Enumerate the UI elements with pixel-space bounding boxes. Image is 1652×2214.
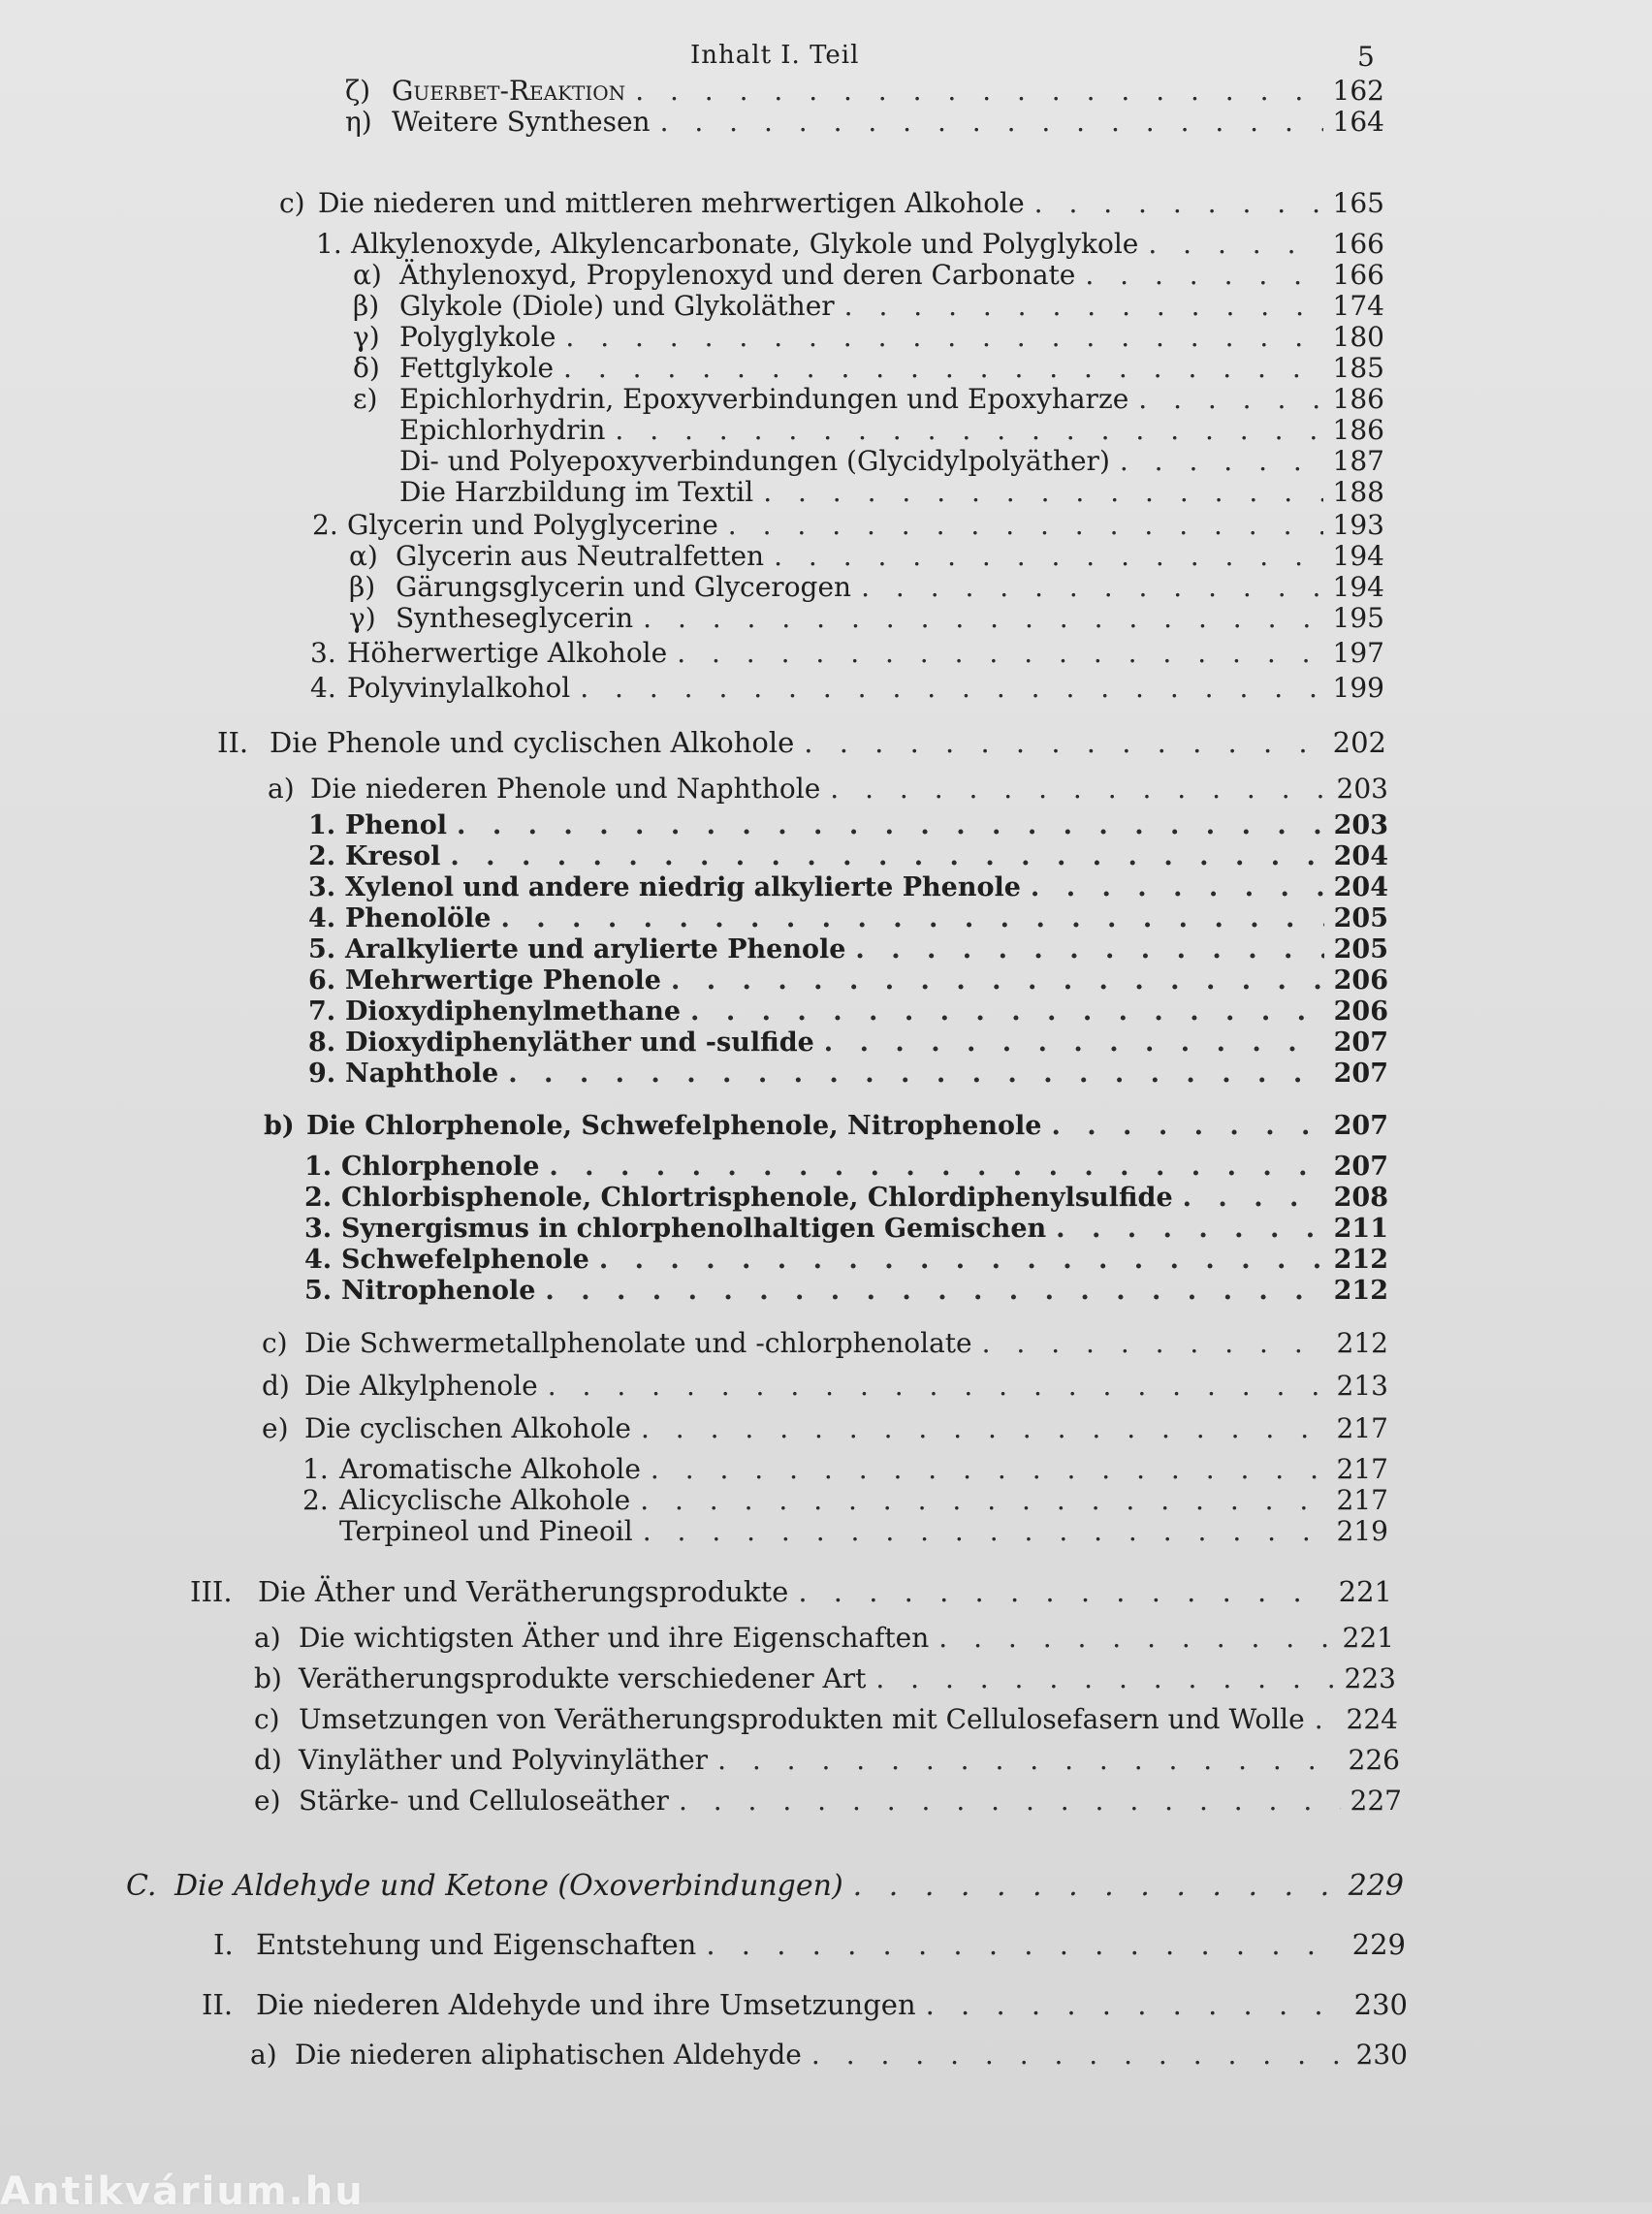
toc-entry [310,638,1384,669]
toc-entry-page: 212 [1333,1245,1388,1275]
dot-leader [824,1028,1324,1059]
toc-entry-title: Verätherungsprodukte verschiedener Art [299,1662,867,1694]
toc-entry-title: Polyglykole [399,321,556,353]
toc-entry-title: Entstehung und Eigenschaften [256,1928,697,1961]
toc-entry-page: 230 [1355,2039,1408,2071]
toc-entry-title: Terpineol und Pineoil [339,1515,633,1547]
dot-leader [599,1245,1324,1276]
dot-leader [635,76,1322,107]
toc-entry-page: 226 [1348,1744,1400,1776]
toc-entry-title: Die niederen aliphatischen Aldehyde [295,2039,802,2071]
dot-leader [651,1454,1327,1485]
toc-entry-title: Mehrwertige Phenole [345,965,661,996]
dot-leader [861,572,1322,603]
toc-entry [349,572,1384,603]
toc-entry-label: 4. [308,903,336,933]
toc-entry-label: α) [353,259,382,291]
toc-entry-title: Aralkylierte und arylierte Phenole [345,934,846,965]
toc-entry-page: 185 [1332,352,1384,384]
toc-entry-page: 166 [1332,259,1384,291]
toc-entry-title: Die Alkylphenole [304,1370,538,1402]
toc-entry-label: d) [254,1744,282,1776]
toc-entry-page: 199 [1332,672,1384,704]
toc-entry-title: Die niederen Phenole und Naphthole [310,773,821,805]
dot-leader [853,1871,1339,1902]
toc-entry-label: c) [254,1703,280,1735]
dot-leader [717,1745,1338,1776]
toc-entry-label: b) [254,1662,282,1694]
toc-entry-page: 207 [1333,1111,1388,1141]
toc-entry-title: Syntheseglycerin [396,602,634,634]
toc-entry-page: 205 [1333,934,1388,965]
toc-entry-title: Nitrophenole [341,1276,536,1306]
toc-entry-label: 1. [316,228,342,260]
toc-entry-page: 212 [1336,1327,1388,1359]
toc-entry-title: Polyvinylalkohol [347,672,571,704]
toc-entry-label: ε) [353,383,378,415]
toc-entry-page: 207 [1333,1028,1388,1058]
dot-leader [1056,1214,1323,1245]
toc-entry-title: Kresol [345,841,441,871]
toc-entry-page: 229 [1351,1928,1406,1961]
toc-entry [353,384,1384,415]
toc-entry-label: 2. [302,1484,329,1516]
toc-entry-title: Umsetzungen von Verätherungsprodukten mit Cellulosefasern und Wolle [299,1703,1305,1735]
toc-entry-title: Guerbet-Reaktion [392,75,626,107]
toc-entry-label: 1. [308,810,336,840]
toc-entry-page: 188 [1332,476,1384,508]
toc-entry-page: 219 [1336,1515,1388,1547]
toc-entry-title: Höherwertige Alkohole [347,637,668,669]
toc-entry [353,446,1384,477]
toc-entry [254,1786,1402,1817]
toc-entry [308,810,1388,841]
toc-entry [304,1152,1388,1183]
toc-entry-title: Phenol [345,810,448,840]
toc-entry-page: 180 [1332,321,1384,353]
toc-entry-label: e) [262,1412,289,1444]
toc-entry [304,1245,1388,1276]
dot-leader [679,1786,1341,1817]
toc-entry-title: Di- und Polyepoxyverbindungen (Glycidylpolyäther) [399,445,1110,477]
toc-entry-page: 204 [1333,841,1388,871]
toc-entry-title: Schwefelphenole [341,1245,589,1275]
toc-entry-page: 194 [1332,540,1384,572]
dot-leader [643,1516,1327,1547]
toc-entry [308,996,1388,1028]
toc-entry-page: 213 [1336,1370,1388,1402]
toc-entry-label: I. [213,1928,234,1961]
toc-entry [302,1485,1388,1516]
toc-entry-page: 165 [1332,187,1384,219]
dot-leader [1034,188,1323,219]
toc-entry-page: 187 [1332,445,1384,477]
toc-entry-page: 229 [1348,1869,1404,1903]
toc-entry [349,603,1384,634]
toc-entry [353,291,1384,322]
dot-leader [830,774,1326,805]
toc-entry-label: III. [190,1575,233,1608]
toc-entry-label: II. [202,1988,234,2021]
toc-entry-label: η) [345,106,372,138]
dot-leader [804,727,1322,758]
dot-leader [500,903,1323,934]
dot-leader [763,477,1322,508]
dot-leader [457,810,1324,841]
dot-leader [938,1623,1332,1654]
toc-entry-title: Weitere Synthesen [392,106,651,138]
toc-entry-page: 186 [1332,383,1384,415]
toc-entry-page: 217 [1336,1412,1388,1444]
toc-entry-page: 193 [1332,509,1384,541]
toc-entry-label: 5. [304,1276,333,1306]
toc-entry-title: Chlorbisphenole, Chlortrisphenole, Chlordiphenylsulfide [341,1183,1173,1213]
dot-leader [1051,1111,1323,1142]
toc-entry-title: Die cyclischen Alkohole [304,1412,631,1444]
toc-entry-label: a) [250,2039,277,2071]
toc-entry [254,1663,1396,1694]
toc-entry-page: 230 [1353,1988,1408,2021]
toc-entry-title: Die Chlorphenole, Schwefelphenole, Nitrophenole [306,1111,1042,1141]
toc-entry [345,107,1384,138]
toc-entry-title: Dioxydiphenyläther und -sulfide [345,1028,814,1058]
dot-leader [811,2040,1347,2071]
toc-entry [316,229,1384,260]
toc-entry [254,1623,1394,1654]
dot-leader [565,322,1322,353]
dot-leader [706,1929,1342,1960]
dot-leader [563,353,1323,384]
toc-entry [308,1028,1388,1059]
toc-entry [310,673,1384,704]
toc-entry-page: 205 [1333,903,1388,933]
toc-entry [308,965,1388,996]
dot-leader [450,841,1323,872]
toc-entry [302,1516,1388,1547]
dot-leader [643,603,1322,634]
dot-leader [549,1152,1323,1183]
toc-entry-title: Gärungsglycerin und Glycerogen [396,571,852,603]
toc-entry-label: 9. [308,1059,336,1089]
toc-entry [217,727,1386,758]
toc-entry-page: 162 [1332,75,1384,107]
dot-leader [545,1276,1323,1307]
toc-entry-page: 206 [1333,996,1388,1027]
toc-entry-label: 2. [312,509,338,541]
toc-entry-page: 164 [1332,106,1384,138]
toc-entry-title: Glycerin aus Neutralfetten [396,540,765,572]
dot-leader [844,291,1323,322]
dot-leader [615,415,1322,446]
toc-entry-page: 207 [1333,1152,1388,1182]
toc-entry-title: Glycerin und Polyglycerine [347,509,718,541]
toc-entry [308,934,1388,965]
toc-entry [308,872,1388,903]
toc-entry-label: 3. [304,1214,333,1244]
toc-entry-label: 8. [308,1028,336,1058]
dot-leader [982,1328,1327,1359]
toc-entry [262,1413,1388,1444]
toc-entry-label: δ) [353,352,380,384]
dot-leader [1148,229,1322,260]
toc-entry-page: 221 [1338,1575,1392,1608]
toc-entry-title: Alkylenoxyde, Alkylencarbonate, Glykole und Polyglykole [351,228,1139,260]
toc-entry-title: Die niederen Aldehyde und ihre Umsetzungen [256,1988,916,2021]
toc-entry [308,841,1388,872]
toc-entry-page: 195 [1332,602,1384,634]
toc-entry-page: 211 [1333,1214,1388,1244]
toc-entry-page: 204 [1333,872,1388,902]
toc-entry-label: γ) [353,321,380,353]
toc-entry [202,1989,1408,2020]
toc-entry-label: a) [268,773,295,805]
toc-entry-page: 166 [1332,228,1384,260]
dot-leader [798,1576,1328,1607]
toc-entry-title: Naphthole [345,1059,499,1089]
dot-leader [640,1485,1326,1516]
toc-entry-label: 1. [304,1152,333,1182]
toc-entry-title: Die niederen und mittleren mehrwertigen Alkohole [318,187,1025,219]
toc-entry [262,1328,1388,1359]
toc-entry-title: Xylenol und andere niedrig alkylierte Phenole [345,872,1021,902]
dot-leader [1138,384,1322,415]
toc-entry-title: Die Phenole und cyclischen Alkohole [270,726,795,759]
toc-entry-title: Epichlorhydrin [399,414,606,446]
toc-entry-page: 197 [1332,637,1384,669]
toc-entry [268,774,1388,805]
watermark: Antikvárium.hu [0,2169,365,2214]
toc-entry [262,1371,1388,1402]
toc-entry-title: Chlorphenole [341,1152,540,1182]
toc-entry [308,903,1388,934]
toc-entry [353,477,1384,508]
toc-entry-page: 212 [1333,1276,1388,1306]
toc-entry-page: 227 [1350,1785,1402,1817]
toc-entry [304,1183,1388,1214]
dot-leader [1031,872,1324,903]
toc-entry-label: 4. [304,1245,333,1275]
toc-entry-label: 2. [308,841,336,871]
dot-leader [641,1413,1327,1444]
toc-entry-label: e) [254,1785,281,1817]
dot-leader [1120,446,1323,477]
toc-entry-page: 224 [1346,1703,1398,1735]
toc-entry-label: d) [262,1370,290,1402]
toc-entry [353,353,1384,384]
dot-leader [580,673,1322,704]
toc-entry [312,510,1384,541]
dot-leader [774,541,1322,572]
header-title: Inhalt I. Teil [690,41,860,70]
dot-leader [926,1989,1345,2020]
toc-entry-label: ζ) [345,75,371,107]
toc-entry-label: 1. [302,1453,329,1485]
toc-entry-page: 217 [1336,1484,1388,1516]
toc-entry [250,2040,1408,2071]
dot-leader [508,1059,1323,1090]
toc-entry [213,1929,1406,1960]
toc-entry-title: Äthylenoxyd, Propylenoxyd und deren Carbonate [399,259,1076,291]
dot-leader [690,996,1324,1028]
toc-entry-title: Die Harzbildung im Textil [399,476,754,508]
toc-entry-page: 206 [1333,965,1388,996]
toc-entry-label: C. [126,1869,157,1903]
dot-leader [671,965,1324,996]
toc-entry-label: 7. [308,996,336,1027]
dot-leader [1085,260,1322,291]
toc-entry [353,322,1384,353]
toc-entry-label: a) [254,1622,281,1654]
toc-entry [190,1576,1392,1607]
toc-entry-label: 4. [310,672,336,704]
toc-entry-title: Fettglykole [399,352,555,384]
toc-entry-page: 217 [1336,1453,1388,1485]
toc-entry [302,1454,1388,1485]
toc-entry-title: Dioxydiphenylmethane [345,996,682,1027]
toc-entry-page: 202 [1332,726,1386,759]
toc-entry-label: 5. [308,934,336,965]
toc-entry [254,1704,1398,1735]
header-page-number: 5 [1357,41,1375,73]
toc-entry-label: β) [349,571,376,603]
toc-entry-title: Phenolöle [345,903,492,933]
toc-entry [254,1745,1400,1776]
dot-leader [677,638,1322,669]
toc-entry-title: Die wichtigsten Äther und ihre Eigenschaften [299,1622,930,1654]
toc-entry-title: Die Aldehyde und Ketone (Oxoverbindungen) [175,1869,843,1903]
dot-leader [1183,1183,1324,1214]
toc-entry-label: c) [262,1327,288,1359]
toc-entry-label: II. [217,726,249,759]
toc-entry [304,1214,1388,1245]
toc-entry-page: 221 [1342,1622,1394,1654]
toc-entry [349,541,1384,572]
toc-entry [126,1871,1404,1902]
toc-entry-label: γ) [349,602,376,634]
dot-leader [548,1371,1327,1402]
toc-entry [353,260,1384,291]
toc-entry [279,188,1384,219]
toc-entry-label: β) [353,290,380,322]
toc-entry-page: 208 [1333,1183,1388,1213]
toc-entry-page: 186 [1332,414,1384,446]
dot-leader [728,510,1323,541]
toc-entry-title: Aromatische Alkohole [339,1453,641,1485]
toc-entry-title: Synergismus in chlorphenolhaltigen Gemischen [341,1214,1047,1244]
toc-entry-page: 223 [1344,1662,1396,1694]
dot-leader [1315,1704,1337,1735]
toc-entry-title: Glykole (Diole) und Glykoläther [399,290,835,322]
toc-entry [264,1111,1388,1142]
toc-entry-label: b) [264,1111,295,1141]
toc-entry-label: 2. [304,1183,333,1213]
toc-entry-label: 6. [308,965,336,996]
toc-entry-label: 3. [310,637,336,669]
toc-entry-page: 203 [1336,773,1388,805]
dot-leader [855,934,1323,965]
dot-leader [875,1663,1334,1694]
toc-entry-page: 174 [1332,290,1384,322]
toc-entry-label: α) [349,540,378,572]
toc-entry-title: Epichlorhydrin, Epoxyverbindungen und Epoxyharze [399,383,1129,415]
toc-entry-title: Vinyläther und Polyvinyläther [299,1744,709,1776]
toc-entry-title: Stärke- und Celluloseäther [299,1785,669,1817]
toc-entry-label: 3. [308,872,336,902]
toc-entry [308,1059,1388,1090]
toc-entry-title: Die Schwermetallphenolate und -chlorphenolate [304,1327,972,1359]
dot-leader [660,107,1323,138]
toc-entry-page: 203 [1333,810,1388,840]
toc-entry-page: 207 [1333,1059,1388,1089]
toc-entry-title: Alicyclische Alkohole [339,1484,631,1516]
toc-entry [345,76,1384,107]
toc-entry [304,1276,1388,1307]
toc-entry-label: c) [279,187,305,219]
toc-entry [353,415,1384,446]
toc-entry-title: Die Äther und Verätherungsprodukte [258,1575,789,1608]
toc-entry-page: 194 [1332,571,1384,603]
